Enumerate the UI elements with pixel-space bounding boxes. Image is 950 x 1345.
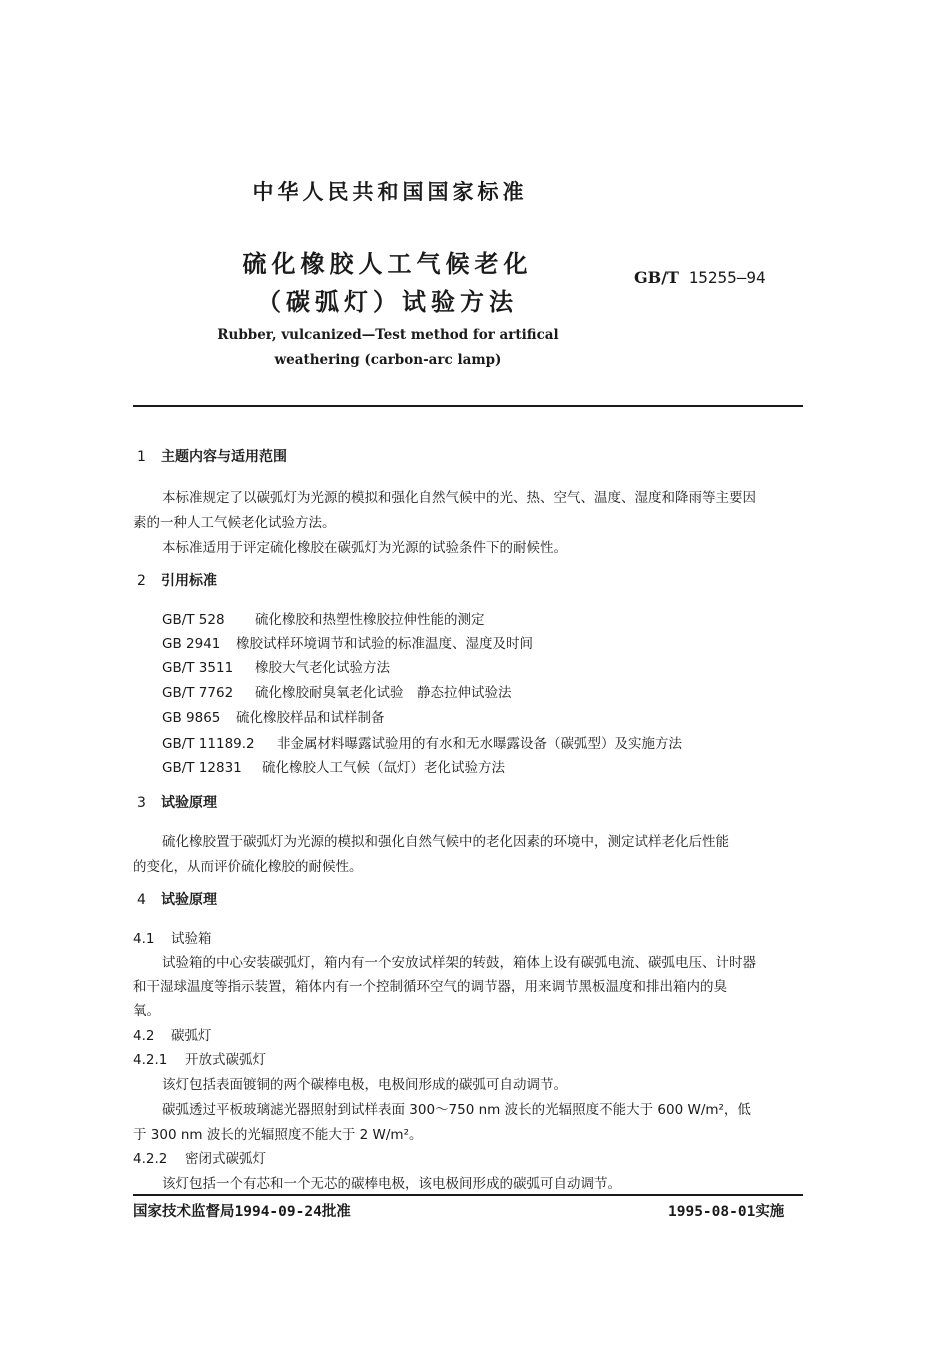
- approval-suffix: 批准: [321, 1204, 351, 1220]
- reference-code: GB/T 7762: [162, 685, 234, 701]
- section-number: 4: [137, 892, 146, 908]
- section-1-paragraph-1b: 素的一种人工气候老化试验方法。: [133, 515, 336, 531]
- subsection-4-2-1-heading: [133, 1048, 266, 1068]
- subsection-title: 碳弧灯: [171, 1028, 212, 1044]
- section-title: 主题内容与适用范围: [161, 449, 287, 465]
- reference-code: GB/T 3511: [162, 660, 234, 676]
- subsection-number: 4.2: [133, 1028, 155, 1044]
- reference-code: GB/T 12831: [162, 760, 242, 776]
- standard-code: 15255—94: [688, 268, 766, 287]
- document-title-line2: （碳弧灯）试验方法: [257, 288, 518, 316]
- reference-item: [162, 608, 485, 628]
- subsection-4-1-line-1: 试验箱的中心安装碳弧灯，箱内有一个安放试样架的转鼓，箱体上设有碳弧电流、碳弧电压、计时器: [162, 955, 756, 971]
- reference-item: [162, 632, 533, 652]
- reference-title: 橡胶试样环境调节和试验的标准温度、湿度及时间: [236, 636, 533, 652]
- section-1-heading: [137, 446, 287, 466]
- reference-item: [162, 756, 505, 776]
- reference-title: 硫化橡胶和热塑性橡胶拉伸性能的测定: [255, 612, 485, 628]
- subsection-4-1-line-2: 和干湿球温度等指示装置，箱体内有一个控制循环空气的调节器，用来调节黑板温度和排出箱内的臭: [133, 979, 727, 995]
- implementation-statement: [668, 1200, 784, 1221]
- section-1-paragraph-2: 本标准适用于评定硫化橡胶在碳弧灯为光源的试验条件下的耐候性。: [162, 540, 567, 556]
- footer-divider: [133, 1194, 803, 1196]
- subsection-4-1-line-3: 氧。: [133, 1003, 160, 1019]
- reference-code: GB 9865: [162, 710, 221, 726]
- section-number: 3: [137, 795, 146, 811]
- approval-org: 国家技术监督局: [133, 1204, 235, 1220]
- document-title-line1: 硫化橡胶人工气候老化: [242, 250, 533, 278]
- standard-prefix: GB/T: [634, 268, 679, 287]
- implementation-date: 1995-08-01: [668, 1204, 756, 1220]
- reference-title: 硫化橡胶样品和试样制备: [236, 710, 385, 726]
- implementation-suffix: 实施: [755, 1204, 785, 1220]
- section-title: 引用标准: [161, 573, 217, 589]
- reference-item: [162, 656, 390, 676]
- section-3-line-1: 硫化橡胶置于碳弧灯为光源的模拟和强化自然气候中的老化因素的环境中，测定试样老化后性能: [162, 834, 729, 850]
- subsection-number: 4.2.2: [133, 1151, 168, 1167]
- section-number: 1: [137, 449, 146, 465]
- subsection-4-2-2-paragraph-1: 该灯包括一个有芯和一个无芯的碳棒电极，该电极间形成的碳弧可自动调节。: [162, 1176, 621, 1192]
- reference-title: 硫化橡胶人工气候（氙灯）老化试验方法: [262, 760, 505, 776]
- subsection-title: 试验箱: [171, 931, 212, 947]
- reference-title: 橡胶大气老化试验方法: [255, 660, 390, 676]
- subsection-4-2-heading: [133, 1024, 212, 1044]
- section-title: 试验原理: [161, 892, 217, 908]
- section-3-heading: [137, 792, 217, 812]
- reference-item: [162, 706, 385, 726]
- subsection-4-2-1-paragraph-2a: 碳弧透过平板玻璃滤光器照射到试样表面 300～750 nm 波长的光辐照度不能大于 600 W/m²，低: [162, 1102, 751, 1118]
- subsection-4-1-heading: [133, 927, 212, 947]
- approval-date: 1994-09-24: [234, 1204, 322, 1220]
- subsection-4-2-2-heading: [133, 1147, 266, 1167]
- reference-code: GB/T 528: [162, 612, 225, 628]
- section-2-heading: [137, 570, 217, 590]
- subsection-number: 4.2.1: [133, 1052, 168, 1068]
- subsection-number: 4.1: [133, 931, 155, 947]
- subsection-4-2-1-paragraph-1: 该灯包括表面镀铜的两个碳棒电极，电极间形成的碳弧可自动调节。: [162, 1077, 567, 1093]
- reference-item: [162, 681, 512, 701]
- reference-code: GB 2941: [162, 636, 221, 652]
- section-number: 2: [137, 573, 146, 589]
- english-title-line2: weathering (carbon-arc lamp): [274, 352, 502, 368]
- english-title-line1: Rubber, vulcanized—Test method for artifical: [217, 327, 559, 343]
- header-divider: [133, 405, 803, 407]
- approval-statement: [133, 1200, 351, 1221]
- subsection-title: 密闭式碳弧灯: [185, 1151, 266, 1167]
- national-standard-label: 中华人民共和国国家标准: [252, 180, 528, 204]
- reference-title: 硫化橡胶耐臭氧老化试验 静态拉伸试验法: [255, 685, 512, 701]
- section-1-paragraph-1a: 本标准规定了以碳弧灯为光源的模拟和强化自然气候中的光、热、空气、温度、湿度和降雨等主要因: [162, 490, 756, 506]
- reference-title: 非金属材料曝露试验用的有水和无水曝露设备（碳弧型）及实施方法: [277, 736, 682, 752]
- subsection-title: 开放式碳弧灯: [185, 1052, 266, 1068]
- section-4-heading: [137, 889, 217, 909]
- subsection-4-2-1-paragraph-2b: 于 300 nm 波长的光辐照度不能大于 2 W/m²。: [133, 1127, 423, 1143]
- section-title: 试验原理: [161, 795, 217, 811]
- standard-number: [634, 268, 766, 287]
- reference-item: [162, 732, 682, 752]
- section-3-line-2: 的变化，从而评价硫化橡胶的耐候性。: [133, 859, 363, 875]
- reference-code: GB/T 11189.2: [162, 736, 255, 752]
